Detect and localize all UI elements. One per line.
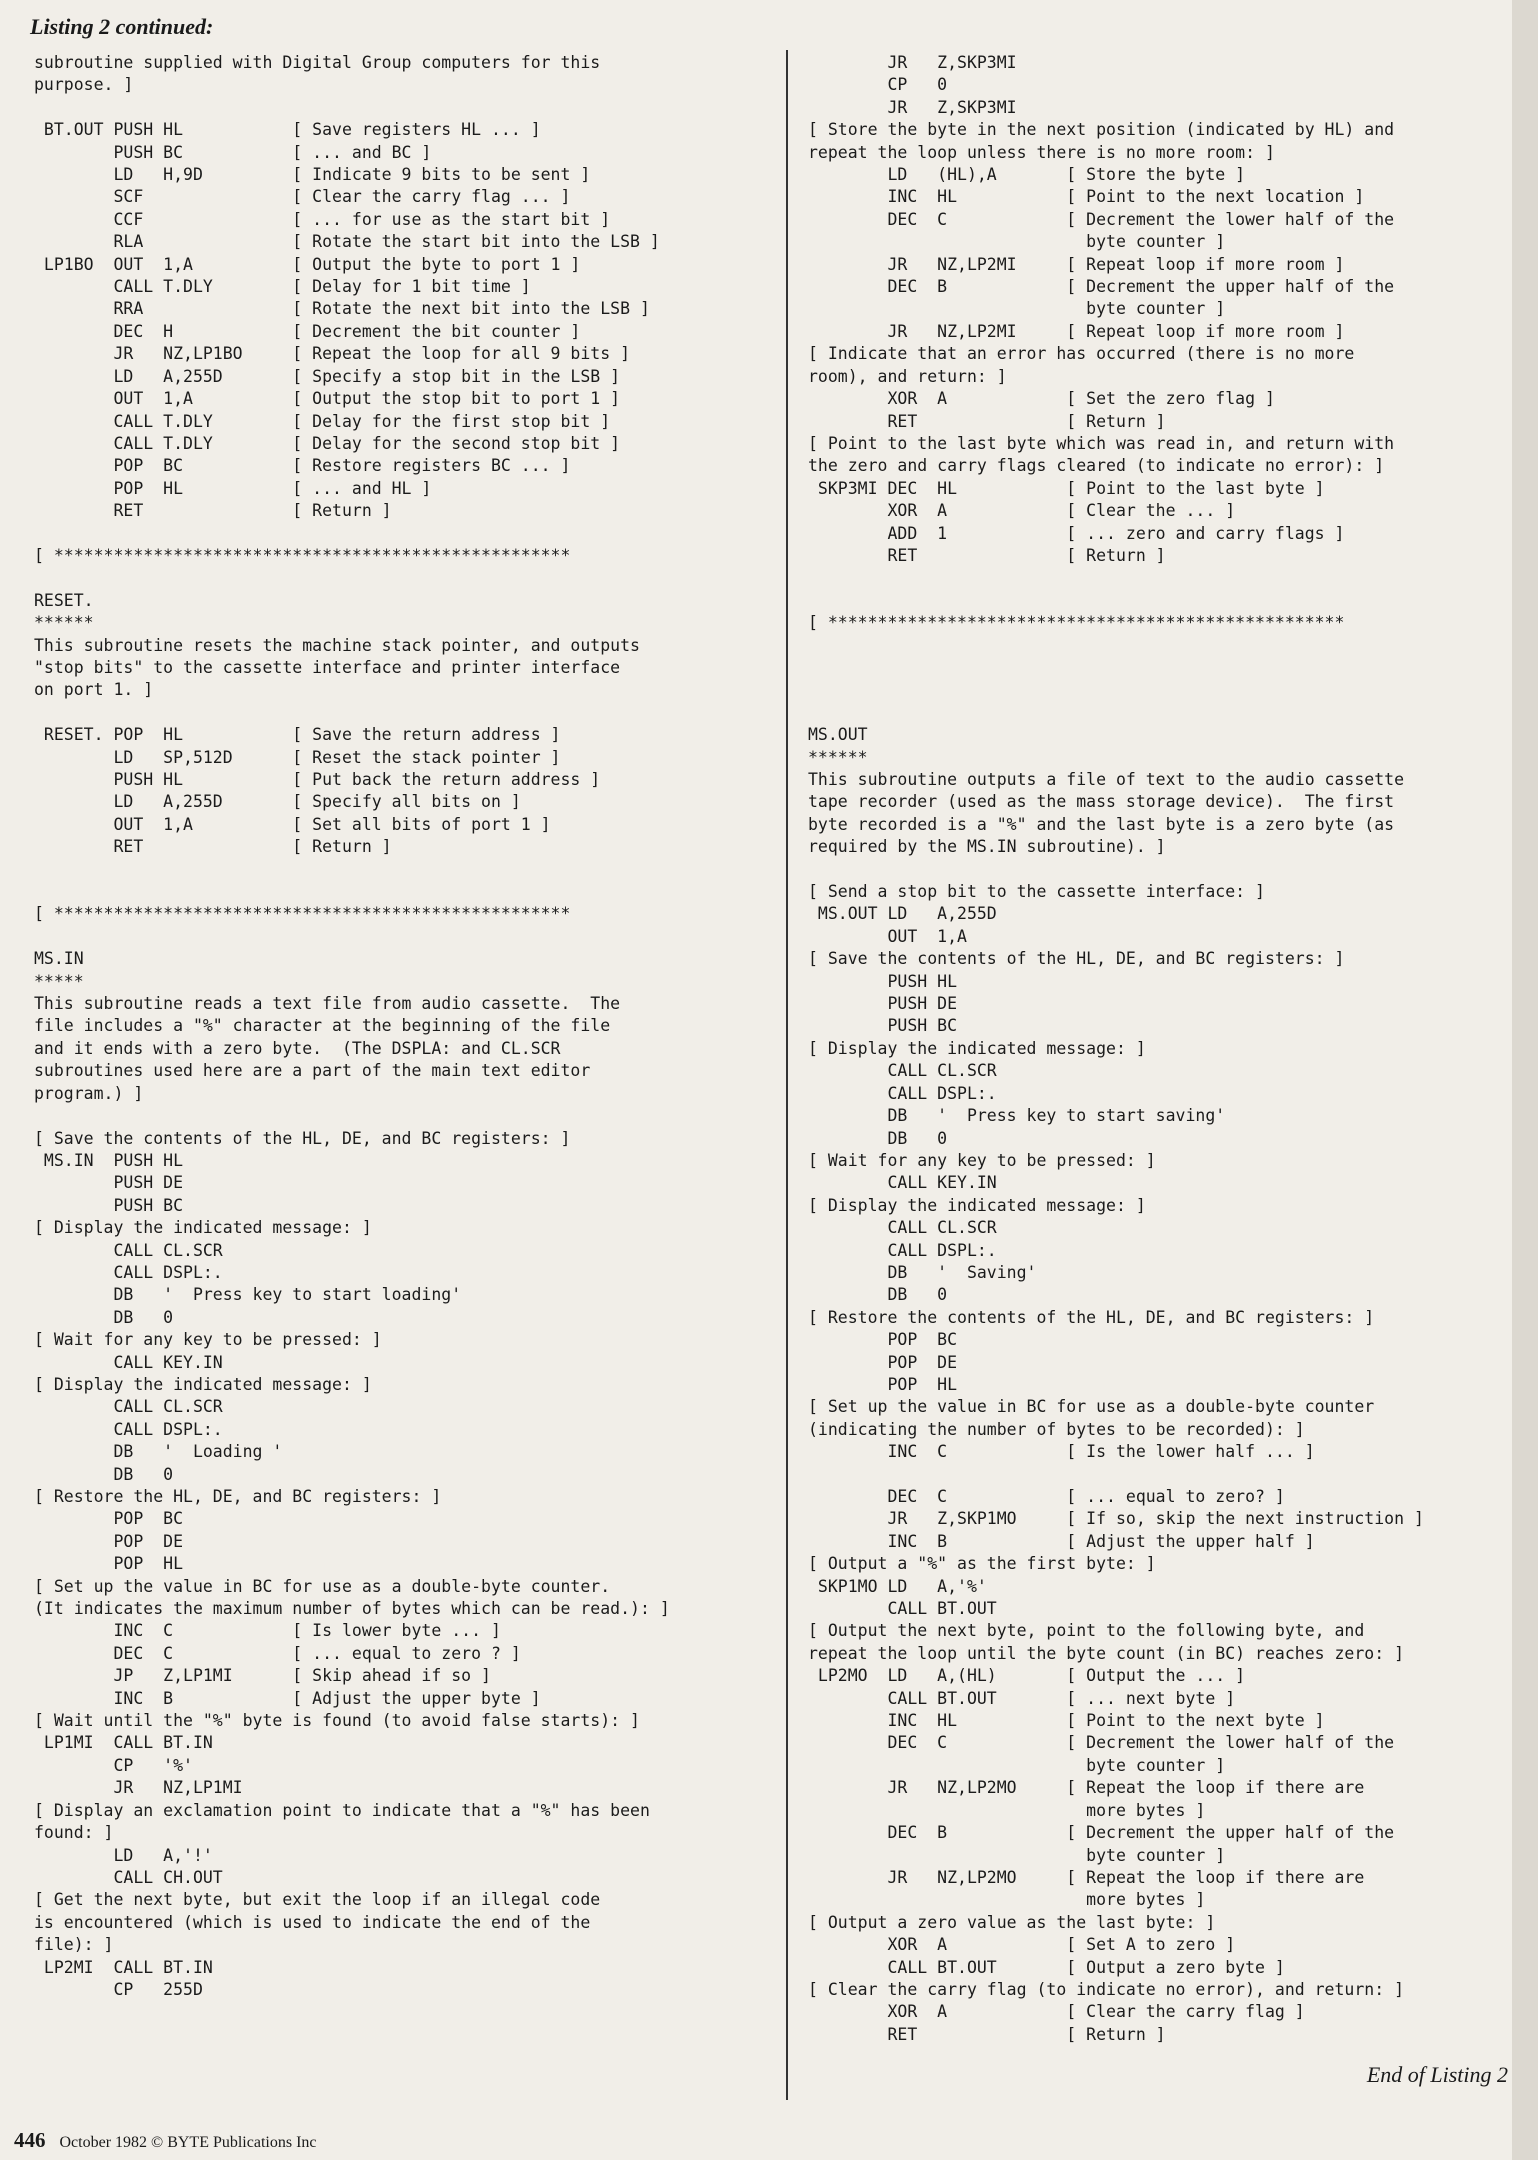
code-column-right: JR Z,SKP3MI CP 0 JR Z,SKP3MI [ Store the byte in the next position (indicated by HL) and repeat the loop unless there is no more room: ] LD (HL),A [ Store the byte ] INC HL [ Point to the next location ] DEC C [ Decrement the lower half of the byte counter ] JR NZ,LP2MI [ Repeat loop if more room ] DEC B [ Decrement the upper half of the byte counter ] JR NZ,LP2MI [ Repeat loop if more room ] [ Indicate that an error has occurred (there is no more room), and return: ] XOR A [ Set the zero flag ] RET [ Return ] [ Point to the last byte which was read in, and return with the zero and carry flags cleared (to indicate no error): ] SKP3MI DEC HL [ Point to the last byte ] XOR A [ Clear the ... ] ADD 1 [ ... zero and carry flags ] RET [ Return ] [ **************************************************** MS.OUT ****** This subroutine outputs a file of text to the audio cassette tape recorder (used as the mass storage device). The first byte recorded is a "%" and the last byte is a zero byte (as required by the MS.IN subroutine). ] [ Send a stop bit to the cassette interface: ] MS.OUT LD A,255D OUT 1,A [ Save the contents of the HL, DE, and BC registers: ] PUSH HL PUSH DE PUSH BC [ Display the indicated message: ] CALL CL.SCR CALL DSPL:. DB ' Press key to start saving' DB 0 [ Wait for any key to be pressed: ] CALL KEY.IN [ Display the indicated message: ] CALL CL.SCR CALL DSPL:. DB ' Saving' DB 0 [ Restore the contents of the HL, DE, and BC registers: ] POP BC POP DE POP HL [ Set up the value in BC for use as a double-byte counter (indicating the number of bytes to be recorded): ] INC C [ Is the lower half ... ] DEC C [ ... equal to zero? ] JR Z,SKP1MO [ If so, skip the next instruction ] INC B [ Adjust the upper half ] [ Output a "%" as the first byte: ] SKP1MO LD A,'%' CALL BT.OUT [ Output the next byte, point to the following byte, and repeat the loop until the byte count (in BC) reaches zero: ] LP2MO LD A,(HL) [ Output the ... ] CALL BT.OUT [ ... next byte ] INC HL [ Point to the next byte ] DEC C [ Decrement the lower half of the byte counter ] JR NZ,LP2MO [ Repeat the loop if there are more bytes ] DEC B [ Decrement the upper half of the byte counter ] JR NZ,LP2MO [ Repeat the loop if there are more bytes ] [ Output a zero value as the last byte: ] XOR A [ Set A to zero ] CALL BT.OUT [ Output a zero byte ] [ Clear the carry flag (to indicate no error), and return: ] XOR A [ Clear the carry flag ] RET [ Return ]	[808, 53, 1424, 2044]
column-divider	[786, 50, 788, 2100]
code-column-left: subroutine supplied with Digital Group computers for this purpose. ] BT.OUT PUSH HL [ Save registers HL ... ] PUSH BC [ ... and BC ] LD H,9D [ Indicate 9 bits to be sent ] SCF [ Clear the carry flag ... ] CCF [ ... for use as the start bit ] RLA [ Rotate the start bit into the LSB ] LP1BO OUT 1,A [ Output the byte to port 1 ] CALL T.DLY [ Delay for 1 bit time ] RRA [ Rotate the next bit into the LSB ] DEC H [ Decrement the bit counter ] JR NZ,LP1BO [ Repeat the loop for all 9 bits ] LD A,255D [ Specify a stop bit in the LSB ] OUT 1,A [ Output the stop bit to port 1 ] CALL T.DLY [ Delay for the first stop bit ] CALL T.DLY [ Delay for the second stop bit ] POP BC [ Restore registers BC ... ] POP HL [ ... and HL ] RET [ Return ] [ **************************************************** RESET. ****** This subroutine resets the machine stack pointer, and outputs "stop bits" to the cassette interface and printer interface on port 1. ] RESET. POP HL [ Save the return address ] LD SP,512D [ Reset the stack pointer ] PUSH HL [ Put back the return address ] LD A,255D [ Specify all bits on ] OUT 1,A [ Set all bits of port 1 ] RET [ Return ] [ **************************************************** MS.IN ***** This subroutine reads a text file from audio cassette. The file includes a "%" character at the beginning of the file and it ends with a zero byte. (The DSPLA: and CL.SCR subroutines used here are a part of the main text editor program.) ] [ Save the contents of the HL, DE, and BC registers: ] MS.IN PUSH HL PUSH DE PUSH BC [ Display the indicated message: ] CALL CL.SCR CALL DSPL:. DB ' Press key to start loading' DB 0 [ Wait for any key to be pressed: ] CALL KEY.IN [ Display the indicated message: ] CALL CL.SCR CALL DSPL:. DB ' Loading ' DB 0 [ Restore the HL, DE, and BC registers: ] POP BC POP DE POP HL [ Set up the value in BC for use as a double-byte counter. (It indicates the maximum number of bytes which can be read.): ] INC C [ Is lower byte ... ] DEC C [ ... equal to zero ? ] JP Z,LP1MI [ Skip ahead if so ] INC B [ Adjust the upper byte ] [ Wait until the "%" byte is found (to avoid false starts): ] LP1MI CALL BT.IN CP '%' JR NZ,LP1MI [ Display an exclamation point to indicate that a "%" has been found: ] LD A,'!' CALL CH.OUT [ Get the next byte, but exit the loop if an illegal code is encountered (which is used to indicate the end of the file): ] LP2MI CALL BT.IN CP 255D	[34, 53, 670, 1999]
publication-line: October 1982 © BYTE Publications Inc	[59, 2134, 317, 2151]
facing-page-edge	[1512, 0, 1538, 2160]
page-number: 446	[14, 2128, 46, 2152]
page-footer	[14, 2128, 317, 2153]
end-of-listing-note: End of Listing 2	[1366, 2062, 1508, 2087]
listing-header: Listing 2 continued:	[30, 14, 214, 39]
